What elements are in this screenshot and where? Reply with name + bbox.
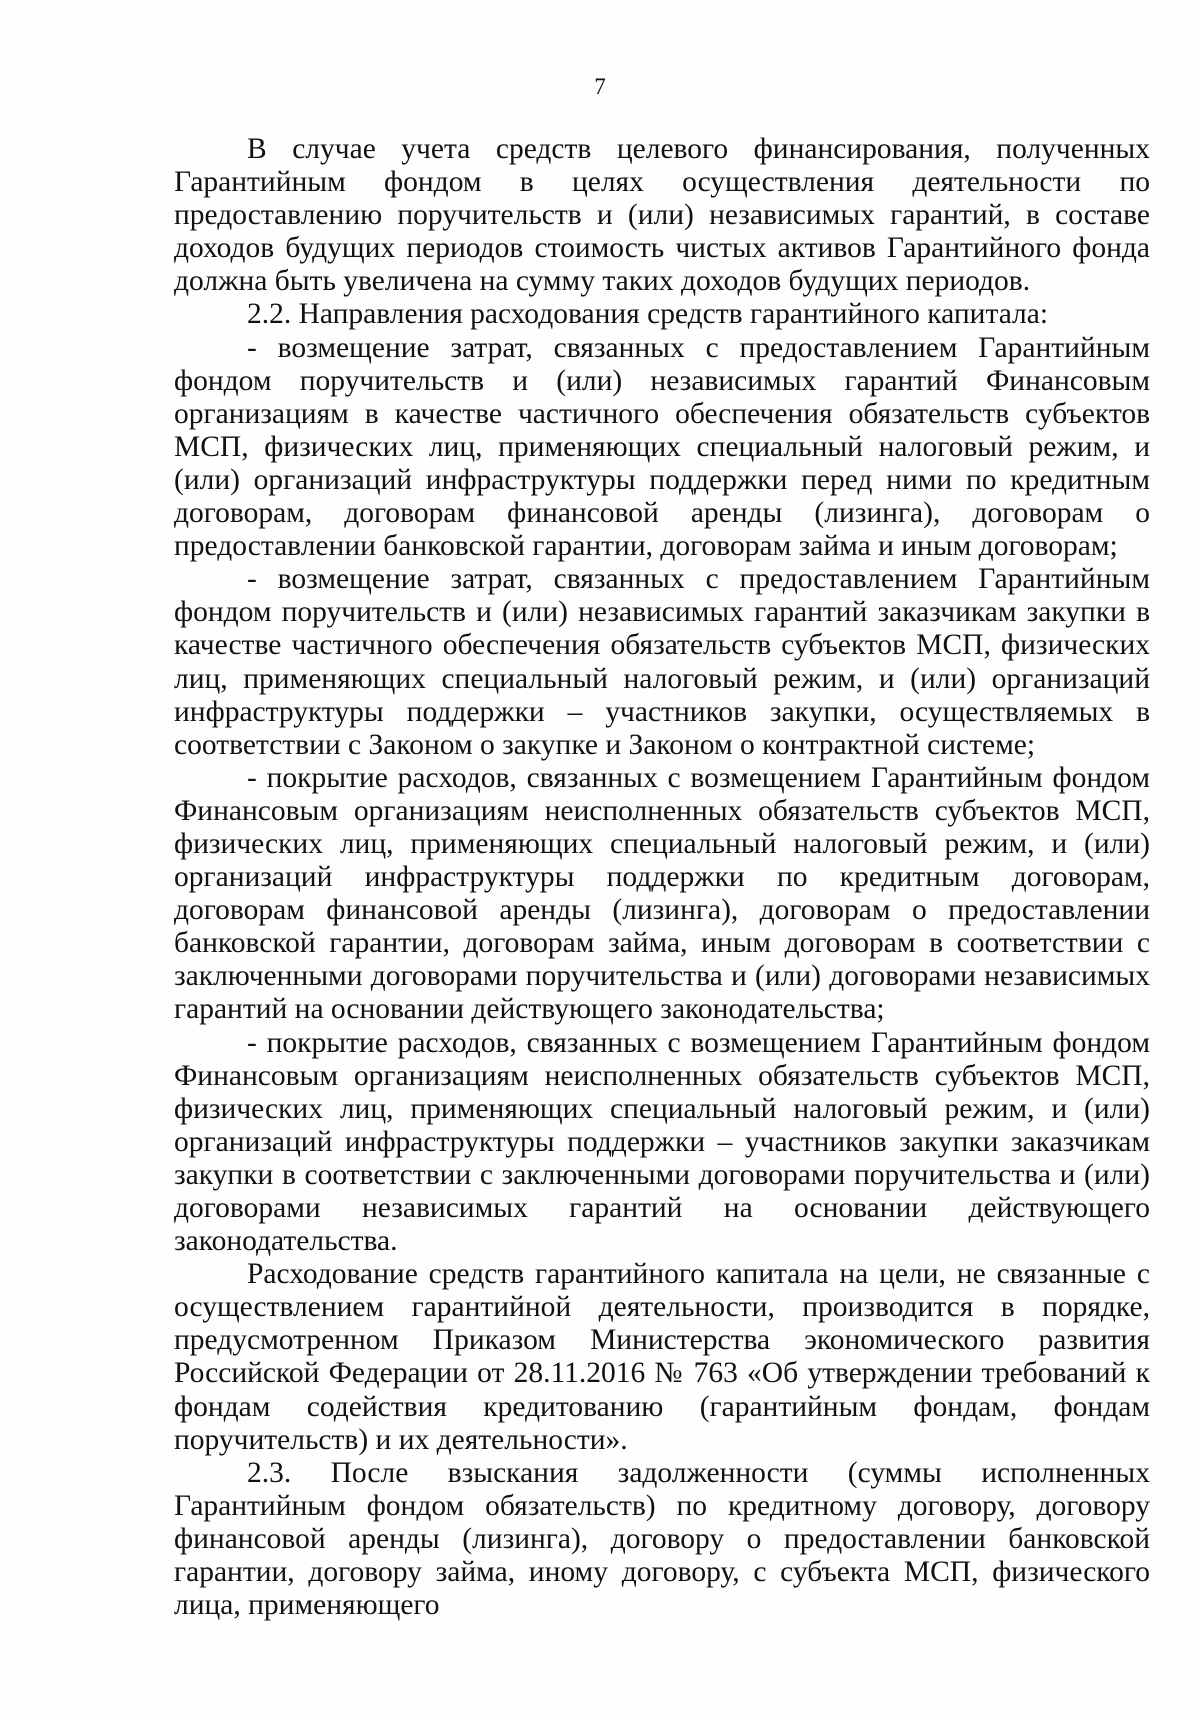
list-item-expense-coverage-financial-orgs: - покрытие расходов, связанных с возмещением Гарантийным фондом Финансовым организациям неисполненных обязательств субъектов МСП, физических лиц, применяющих специальный налоговый режим, и (или) организаций инфраструктуры поддержки по кредитным договорам, договорам финансовой аренды (лизинга), договорам о предоставлении банковской гарантии, договорам займа, иным договорам в соответствии с заключенными договорами поручительства и (или) договорами независимых гарантий на основании действующего законодательства; [174, 761, 1150, 1026]
section-2-2-heading: 2.2. Направления расходования средств гарантийного капитала: [247, 298, 1049, 331]
list-item-expense-coverage-procurement: - покрытие расходов, связанных с возмещением Гарантийным фондом Финансовым организациям неисполненных обязательств субъектов МСП, физических лиц, применяющих специальный налоговый режим, и (или) организаций инфраструктуры поддержки – участников закупки заказчикам закупки в соответствии с заключенными договорами поручительства и (или) договорами независимых гарантий на основании действующего законодательства. [174, 1026, 1150, 1258]
document-body [174, 133, 1150, 1622]
paragraph-target-funding: В случае учета средств целевого финансирования, полученных Гарантийным фондом в целях осуществления деятельности по предоставлению поручительств и (или) независимых гарантий, в составе доходов будущих периодов стоимость чистых активов Гарантийного фонда должна быть увеличена на сумму таких доходов будущих периодов. [174, 133, 1150, 298]
paragraph-capital-spending-order: Расходование средств гарантийного капитала на цели, не связанные с осуществлением гарантийной деятельности, производится в порядке, предусмотренном Приказом Министерства экономического развития Российской Федерации от 28.11.2016 № 763 «Об утверждении требований к фондам содействия кредитованию (гарантийным фондам, фондам поручительств) и их деятельности». [174, 1258, 1150, 1456]
list-item-cost-reimbursement-financial-orgs: - возмещение затрат, связанных с предоставлением Гарантийным фондом поручительств и (или) независимых гарантий Финансовым организациям в качестве частичного обеспечения обязательств субъектов МСП, физических лиц, применяющих специальный налоговый режим, и (или) организаций инфраструктуры поддержки перед ними по кредитным договорам, договорам финансовой аренды (лизинга), договорам о предоставлении банковской гарантии, договорам займа и иным договорам; [174, 331, 1150, 563]
list-item-cost-reimbursement-customers: - возмещение затрат, связанных с предоставлением Гарантийным фондом поручительств и (или) независимых гарантий заказчикам закупки в качестве частичного обеспечения обязательств субъектов МСП, физических лиц, применяющих специальный налоговый режим, и (или) организаций инфраструктуры поддержки – участников закупки, осуществляемых в соответствии с Законом о закупке и Законом о контрактной системе; [174, 563, 1150, 761]
section-2-3-paragraph: 2.3. После взыскания задолженности (суммы исполненных Гарантийным фондом обязательств) по кредитному договору, договору финансовой аренды (лизинга), договору о предоставлении банковской гарантии, договору займа, иному договору, с субъекта МСП, физического лица, применяющего [174, 1456, 1150, 1622]
page-number: 7 [594, 74, 606, 99]
